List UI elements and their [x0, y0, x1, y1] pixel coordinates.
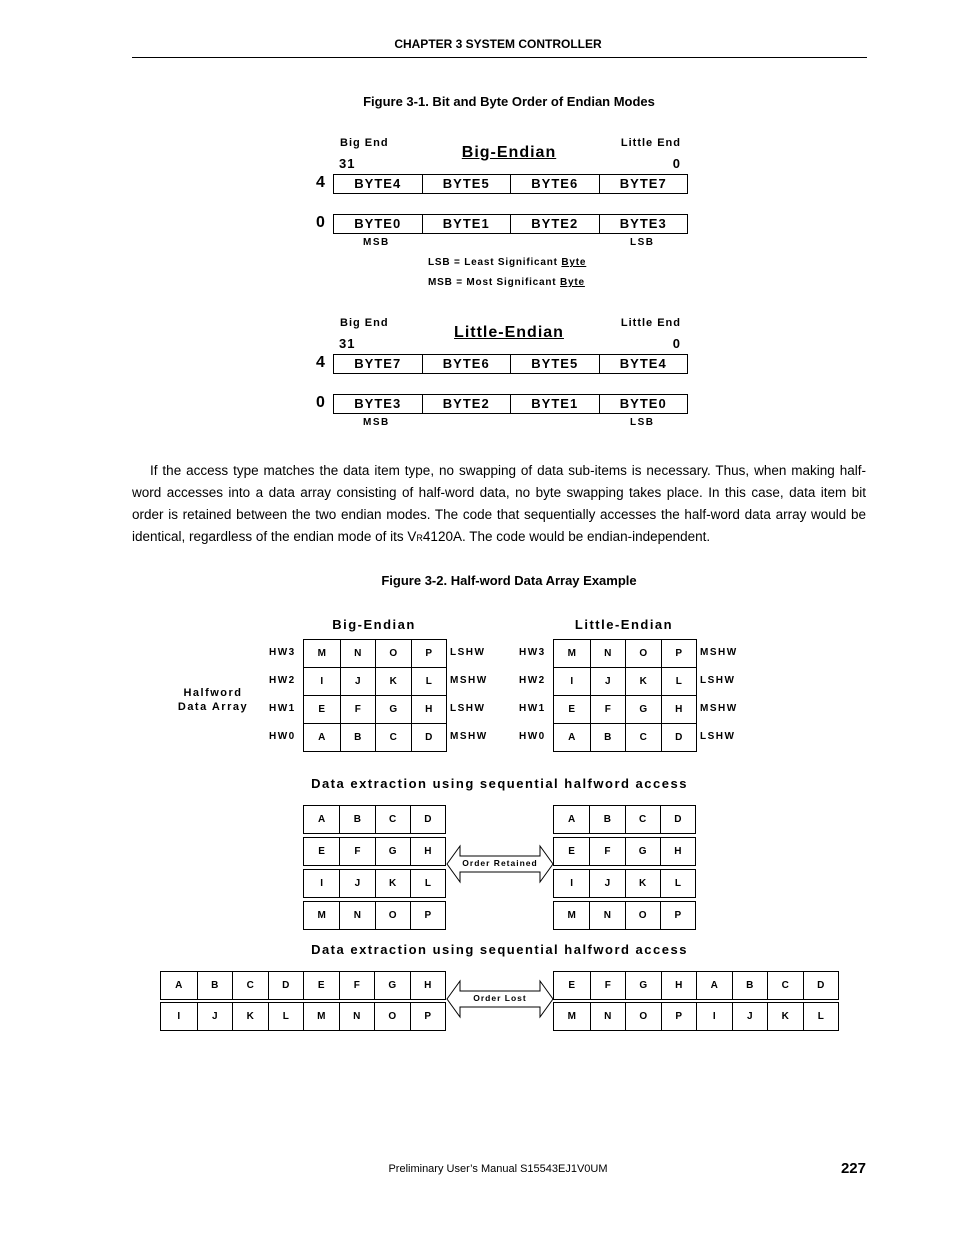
grid-cell: N [590, 640, 626, 667]
extract-row [160, 1002, 446, 1031]
extract-cell: H [661, 972, 697, 999]
le-title: Little-Endian [454, 324, 564, 341]
grid-cell: N [340, 640, 376, 667]
extract-cell: P [660, 902, 695, 929]
array-label-line2: Data Array [177, 701, 249, 713]
byte-cell: BYTE5 [510, 355, 599, 373]
extract-cell: A [568, 814, 576, 825]
order-lost-label: Order Lost [473, 993, 527, 1003]
byte-cell: BYTE4 [599, 355, 688, 373]
hw-tag: LSHW [450, 703, 486, 714]
extract-cell: A [318, 814, 326, 825]
extract-row [160, 971, 446, 1000]
page-number: 227 [840, 1160, 866, 1177]
extract-cell: L [660, 870, 695, 897]
byte-cell: BYTE4 [354, 176, 402, 191]
extract-cell: N [590, 1003, 626, 1030]
be-halfword-grid [303, 639, 447, 752]
le-big-end-label: Big End [340, 317, 389, 329]
hw-tag: LSHW [450, 647, 486, 658]
byte-cell: BYTE1 [422, 215, 511, 233]
extract-cell: K [625, 870, 660, 897]
extract-row [553, 1002, 839, 1031]
extract-cell: N [589, 902, 624, 929]
extract-cell: O [375, 902, 410, 929]
le-bit-low: 0 [672, 336, 681, 351]
byte-cell: BYTE7 [354, 356, 402, 371]
hw-label: HW0 [269, 731, 296, 742]
hw-tag: LSHW [700, 675, 736, 686]
body-paragraph: If the access type matches the data item type, no swapping of data sub-items is necessary. Thus, when making half-word accesses into a data array consisting of half-word data, no byte swapping takes place. In this case, data item bit order is retained between the two endian modes. The code that sequentially accesses the half-word data array would be identical, regardless of the endian mode of its VR4120A. The code would be endian-independent. [132, 463, 866, 544]
extract-cell: K [767, 1003, 803, 1030]
extract-row [553, 971, 839, 1000]
extract-cell: F [589, 838, 624, 865]
extract-cell: G [625, 972, 661, 999]
grid-cell: L [411, 667, 447, 695]
be-bit-low: 0 [672, 156, 681, 171]
extract-cell: G [374, 972, 410, 999]
msb-legend: MSB = Most Significant Byte [428, 277, 585, 288]
extract-cell: G [625, 838, 660, 865]
le-halfword-grid [553, 639, 697, 752]
be-row0-address: 0 [316, 214, 325, 231]
be-row0 [333, 214, 688, 234]
le-row4-address: 4 [316, 354, 325, 371]
hw-label: HW0 [519, 731, 546, 742]
le-little-end-label: Little End [620, 317, 681, 329]
extract-cell: P [410, 902, 445, 929]
hw-label: HW1 [519, 703, 546, 714]
grid-cell: C [625, 723, 661, 751]
extract-cell: C [767, 972, 803, 999]
grid-cell: L [661, 667, 697, 695]
be-bit-high: 31 [339, 156, 356, 171]
hw-tag: MSHW [450, 675, 488, 686]
grid-cell: E [554, 695, 590, 723]
extract-cell: D [803, 972, 839, 999]
extract-row [303, 837, 446, 866]
extract-cell: O [625, 1003, 661, 1030]
extract-cell: B [732, 972, 768, 999]
le-lsb-label: LSB [630, 417, 655, 428]
be-title: Big-Endian [461, 144, 557, 161]
extract-row [553, 805, 696, 834]
hw-label: HW1 [269, 703, 296, 714]
extract-cell: G [375, 838, 410, 865]
be-row4 [333, 174, 688, 194]
figure2-caption: Figure 3-2. Half-word Data Array Example [381, 573, 637, 588]
extract-row [303, 805, 446, 834]
extract-cell: P [410, 1003, 446, 1030]
extract-cell: F [339, 972, 375, 999]
extract-cell: D [410, 806, 445, 833]
grid-cell: A [554, 723, 590, 751]
order-retained-label: Order Retained [462, 858, 538, 868]
le-bit-high: 31 [339, 336, 356, 351]
extract-cell: J [589, 870, 624, 897]
grid-cell: I [554, 667, 590, 695]
extract-cell: F [590, 972, 626, 999]
extract-cell: E [318, 846, 325, 857]
hw-be-title: Big-Endian [332, 617, 416, 632]
extract-cell: I [177, 1011, 181, 1022]
extract-cell: K [375, 870, 410, 897]
footer-text: Preliminary User’s Manual S15543EJ1V0UM [388, 1163, 608, 1175]
hw-label: HW3 [519, 647, 546, 658]
extract-cell: N [339, 1003, 375, 1030]
extraction1-right [553, 805, 696, 930]
grid-cell: B [590, 723, 626, 751]
extract-cell: C [232, 972, 268, 999]
extract-cell: M [317, 910, 326, 921]
grid-cell: F [340, 695, 376, 723]
grid-cell: J [340, 667, 376, 695]
extract-row [553, 869, 696, 898]
extract-row [553, 837, 696, 866]
byte-cell: BYTE3 [354, 396, 402, 411]
hw-le-title: Little-Endian [574, 617, 674, 632]
extract-cell: E [568, 846, 575, 857]
grid-cell: F [590, 695, 626, 723]
extraction2-right [553, 971, 839, 1031]
grid-cell: H [411, 695, 447, 723]
byte-cell: BYTE5 [422, 175, 511, 193]
extract-cell: I [570, 878, 574, 889]
be-lsb-label: LSB [630, 237, 655, 248]
be-hw-labels [269, 639, 303, 751]
extract-cell: H [410, 972, 446, 999]
extract-cell: J [732, 1003, 768, 1030]
extract-cell: L [803, 1003, 839, 1030]
be-big-end-label: Big End [340, 137, 389, 149]
grid-cell: E [304, 695, 340, 723]
grid-cell: P [661, 640, 697, 667]
byte-cell: BYTE1 [510, 395, 599, 413]
byte-cell: BYTE7 [599, 175, 688, 193]
grid-cell: O [375, 640, 411, 667]
hw-label: HW3 [269, 647, 296, 658]
grid-cell: K [625, 667, 661, 695]
grid-cell: I [304, 667, 340, 695]
extract-cell: J [339, 870, 374, 897]
extract-cell: E [568, 980, 576, 991]
grid-cell: D [661, 723, 697, 751]
byte-cell: BYTE2 [422, 395, 511, 413]
extract-cell: C [375, 806, 410, 833]
le-hw-tags [700, 639, 750, 751]
extract-cell: I [696, 1003, 732, 1030]
extract-cell: H [410, 838, 445, 865]
hw-tag: MSHW [700, 647, 738, 658]
extract-cell: L [410, 870, 445, 897]
be-msb-label: MSB [363, 237, 390, 248]
grid-cell: C [375, 723, 411, 751]
byte-cell: BYTE6 [510, 175, 599, 193]
le-row0 [333, 394, 688, 414]
extract-cell: D [660, 806, 695, 833]
byte-cell: BYTE6 [422, 355, 511, 373]
hw-label: HW2 [269, 675, 296, 686]
lsb-legend: LSB = Least Significant Byte [428, 257, 587, 268]
extract-cell: H [660, 838, 695, 865]
extract-cell: L [268, 1003, 304, 1030]
grid-cell: B [340, 723, 376, 751]
hw-tag: MSHW [700, 703, 738, 714]
extract-row [303, 869, 446, 898]
extract-row [553, 901, 696, 930]
extraction2-title: Data extraction using sequential halfword access [311, 942, 688, 957]
chapter-header: CHAPTER 3 SYSTEM CONTROLLER [394, 37, 602, 51]
be-row4-address: 4 [316, 174, 325, 191]
byte-cell: BYTE2 [510, 215, 599, 233]
grid-cell: A [304, 723, 340, 751]
extract-cell: A [175, 980, 183, 991]
extract-cell: P [661, 1003, 697, 1030]
extract-cell: B [339, 806, 374, 833]
extract-cell: B [197, 972, 233, 999]
grid-cell: D [411, 723, 447, 751]
grid-cell: P [411, 640, 447, 667]
byte-cell: BYTE0 [354, 216, 402, 231]
grid-cell: H [661, 695, 697, 723]
le-row0-address: 0 [316, 394, 325, 411]
extract-row [303, 901, 446, 930]
extract-cell: M [567, 1011, 576, 1022]
extraction1-title: Data extraction using sequential halfword access [311, 776, 688, 791]
byte-cell: BYTE0 [599, 395, 688, 413]
grid-cell: J [590, 667, 626, 695]
extraction2-left [160, 971, 446, 1031]
hw-label: HW2 [519, 675, 546, 686]
grid-cell: M [567, 648, 576, 659]
extract-cell: N [339, 902, 374, 929]
extract-cell: D [268, 972, 304, 999]
extract-cell: K [232, 1003, 268, 1030]
header-rule [132, 57, 867, 58]
figure1-caption: Figure 3-1. Bit and Byte Order of Endian Modes [363, 94, 655, 109]
be-hw-tags [450, 639, 500, 751]
halfword-array-label [170, 686, 256, 714]
extract-cell: E [303, 972, 339, 999]
extract-cell: A [696, 972, 732, 999]
grid-cell: M [317, 648, 326, 659]
extract-cell: I [320, 878, 324, 889]
hw-tag: MSHW [450, 731, 488, 742]
extract-cell: O [374, 1003, 410, 1030]
le-hw-labels [519, 639, 553, 751]
grid-cell: G [375, 695, 411, 723]
extract-cell: B [589, 806, 624, 833]
extract-cell: C [625, 806, 660, 833]
extract-cell: M [567, 910, 576, 921]
le-msb-label: MSB [363, 417, 390, 428]
extract-cell: O [625, 902, 660, 929]
extraction1-left [303, 805, 446, 930]
extract-cell: F [339, 838, 374, 865]
hw-tag: LSHW [700, 731, 736, 742]
array-label-line1: Halfword [183, 687, 243, 699]
grid-cell: K [375, 667, 411, 695]
grid-cell: O [625, 640, 661, 667]
extract-cell: M [303, 1003, 339, 1030]
grid-cell: G [625, 695, 661, 723]
le-row4 [333, 354, 688, 374]
byte-cell: BYTE3 [599, 215, 688, 233]
be-little-end-label: Little End [620, 137, 681, 149]
extract-cell: J [197, 1003, 233, 1030]
